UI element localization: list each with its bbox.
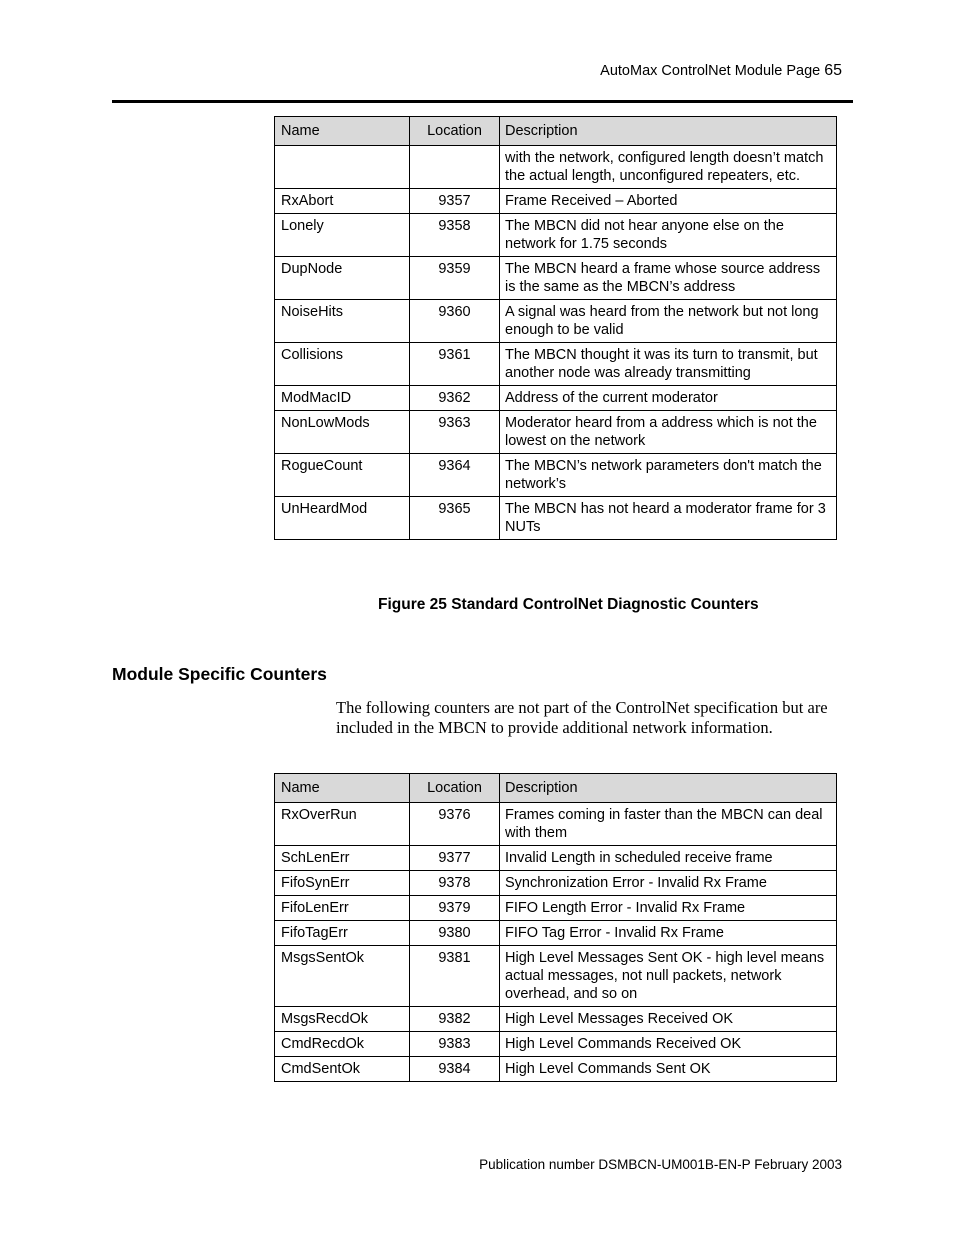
cell-name: CmdRecdOk: [275, 1032, 410, 1057]
cell-description: The MBCN’s network parameters don't match the network’s: [500, 454, 837, 497]
cell-location: 9376: [410, 803, 500, 846]
table-row: [275, 257, 837, 300]
cell-description: High Level Messages Sent OK - high level means actual messages, not null packets, network overhead, and so on: [500, 946, 837, 1007]
cell-location: 9378: [410, 871, 500, 896]
table-row: [275, 871, 837, 896]
cell-description: High Level Commands Received OK: [500, 1032, 837, 1057]
cell-name: UnHeardMod: [275, 497, 410, 540]
column-header-description: Description: [500, 117, 837, 146]
cell-name: CmdSentOk: [275, 1057, 410, 1082]
cell-location: 9361: [410, 343, 500, 386]
table-row: [275, 146, 837, 189]
figure-caption: Figure 25 Standard ControlNet Diagnostic Counters: [378, 596, 759, 613]
running-header: [600, 62, 842, 80]
cell-description: The MBCN did not hear anyone else on the network for 1.75 seconds: [500, 214, 837, 257]
cell-description: The MBCN thought it was its turn to transmit, but another node was already transmitting: [500, 343, 837, 386]
cell-description: The MBCN heard a frame whose source address is the same as the MBCN’s address: [500, 257, 837, 300]
cell-location: 9359: [410, 257, 500, 300]
table-row: [275, 343, 837, 386]
cell-name: SchLenErr: [275, 846, 410, 871]
cell-description: Synchronization Error - Invalid Rx Frame: [500, 871, 837, 896]
cell-location: 9384: [410, 1057, 500, 1082]
table-row: [275, 896, 837, 921]
cell-location: 9380: [410, 921, 500, 946]
table-header-row: [275, 774, 837, 803]
column-header-location: Location: [410, 117, 500, 146]
cell-description: A signal was heard from the network but not long enough to be valid: [500, 300, 837, 343]
column-header-name: Name: [275, 774, 410, 803]
table-row: [275, 803, 837, 846]
cell-name: Lonely: [275, 214, 410, 257]
table-row: [275, 411, 837, 454]
cell-description: High Level Commands Sent OK: [500, 1057, 837, 1082]
cell-name: RxOverRun: [275, 803, 410, 846]
cell-name: MsgsSentOk: [275, 946, 410, 1007]
page-number: 65: [824, 62, 842, 79]
cell-name: [275, 146, 410, 189]
table-row: [275, 1057, 837, 1082]
cell-name: FifoSynErr: [275, 871, 410, 896]
intro-paragraph: The following counters are not part of the ControlNet specification but are included in the MBCN to provide additional network information.: [336, 698, 828, 737]
table-row: [275, 846, 837, 871]
table-row: [275, 921, 837, 946]
header-rule: [112, 100, 853, 103]
cell-name: DupNode: [275, 257, 410, 300]
cell-name: Collisions: [275, 343, 410, 386]
publication-footer: Publication number DSMBCN-UM001B-EN-P February 2003: [479, 1157, 842, 1172]
cell-location: 9363: [410, 411, 500, 454]
cell-location: 9360: [410, 300, 500, 343]
cell-name: RxAbort: [275, 189, 410, 214]
cell-location: 9382: [410, 1007, 500, 1032]
header-title: AutoMax ControlNet Module Page: [600, 63, 821, 79]
diagnostic-counters-table: [274, 116, 837, 540]
section-heading: Module Specific Counters: [112, 664, 327, 684]
cell-location: [410, 146, 500, 189]
cell-location: 9364: [410, 454, 500, 497]
cell-name: NoiseHits: [275, 300, 410, 343]
cell-location: 9383: [410, 1032, 500, 1057]
cell-description: Invalid Length in scheduled receive frame: [500, 846, 837, 871]
cell-name: FifoTagErr: [275, 921, 410, 946]
cell-description: with the network, configured length doesn’t match the actual length, unconfigured repeaters, etc.: [500, 146, 837, 189]
table-row: [275, 497, 837, 540]
cell-description: Frames coming in faster than the MBCN can deal with them: [500, 803, 837, 846]
cell-location: 9362: [410, 386, 500, 411]
cell-location: 9381: [410, 946, 500, 1007]
cell-description: FIFO Tag Error - Invalid Rx Frame: [500, 921, 837, 946]
cell-name: RogueCount: [275, 454, 410, 497]
table-row: [275, 300, 837, 343]
cell-description: FIFO Length Error - Invalid Rx Frame: [500, 896, 837, 921]
table-row: [275, 1032, 837, 1057]
module-counters-table: [274, 773, 837, 1082]
cell-description: Moderator heard from a address which is not the lowest on the network: [500, 411, 837, 454]
cell-description: Address of the current moderator: [500, 386, 837, 411]
table-row: [275, 189, 837, 214]
cell-description: High Level Messages Received OK: [500, 1007, 837, 1032]
column-header-description: Description: [500, 774, 837, 803]
cell-location: 9377: [410, 846, 500, 871]
cell-description: Frame Received – Aborted: [500, 189, 837, 214]
cell-name: MsgsRecdOk: [275, 1007, 410, 1032]
cell-name: FifoLenErr: [275, 896, 410, 921]
cell-name: NonLowMods: [275, 411, 410, 454]
cell-location: 9365: [410, 497, 500, 540]
table-row: [275, 386, 837, 411]
cell-location: 9357: [410, 189, 500, 214]
cell-location: 9379: [410, 896, 500, 921]
cell-name: ModMacID: [275, 386, 410, 411]
table-row: [275, 214, 837, 257]
column-header-name: Name: [275, 117, 410, 146]
table-row: [275, 1007, 837, 1032]
table-row: [275, 454, 837, 497]
table-row: [275, 946, 837, 1007]
cell-location: 9358: [410, 214, 500, 257]
cell-description: The MBCN has not heard a moderator frame for 3 NUTs: [500, 497, 837, 540]
table-header-row: [275, 117, 837, 146]
column-header-location: Location: [410, 774, 500, 803]
